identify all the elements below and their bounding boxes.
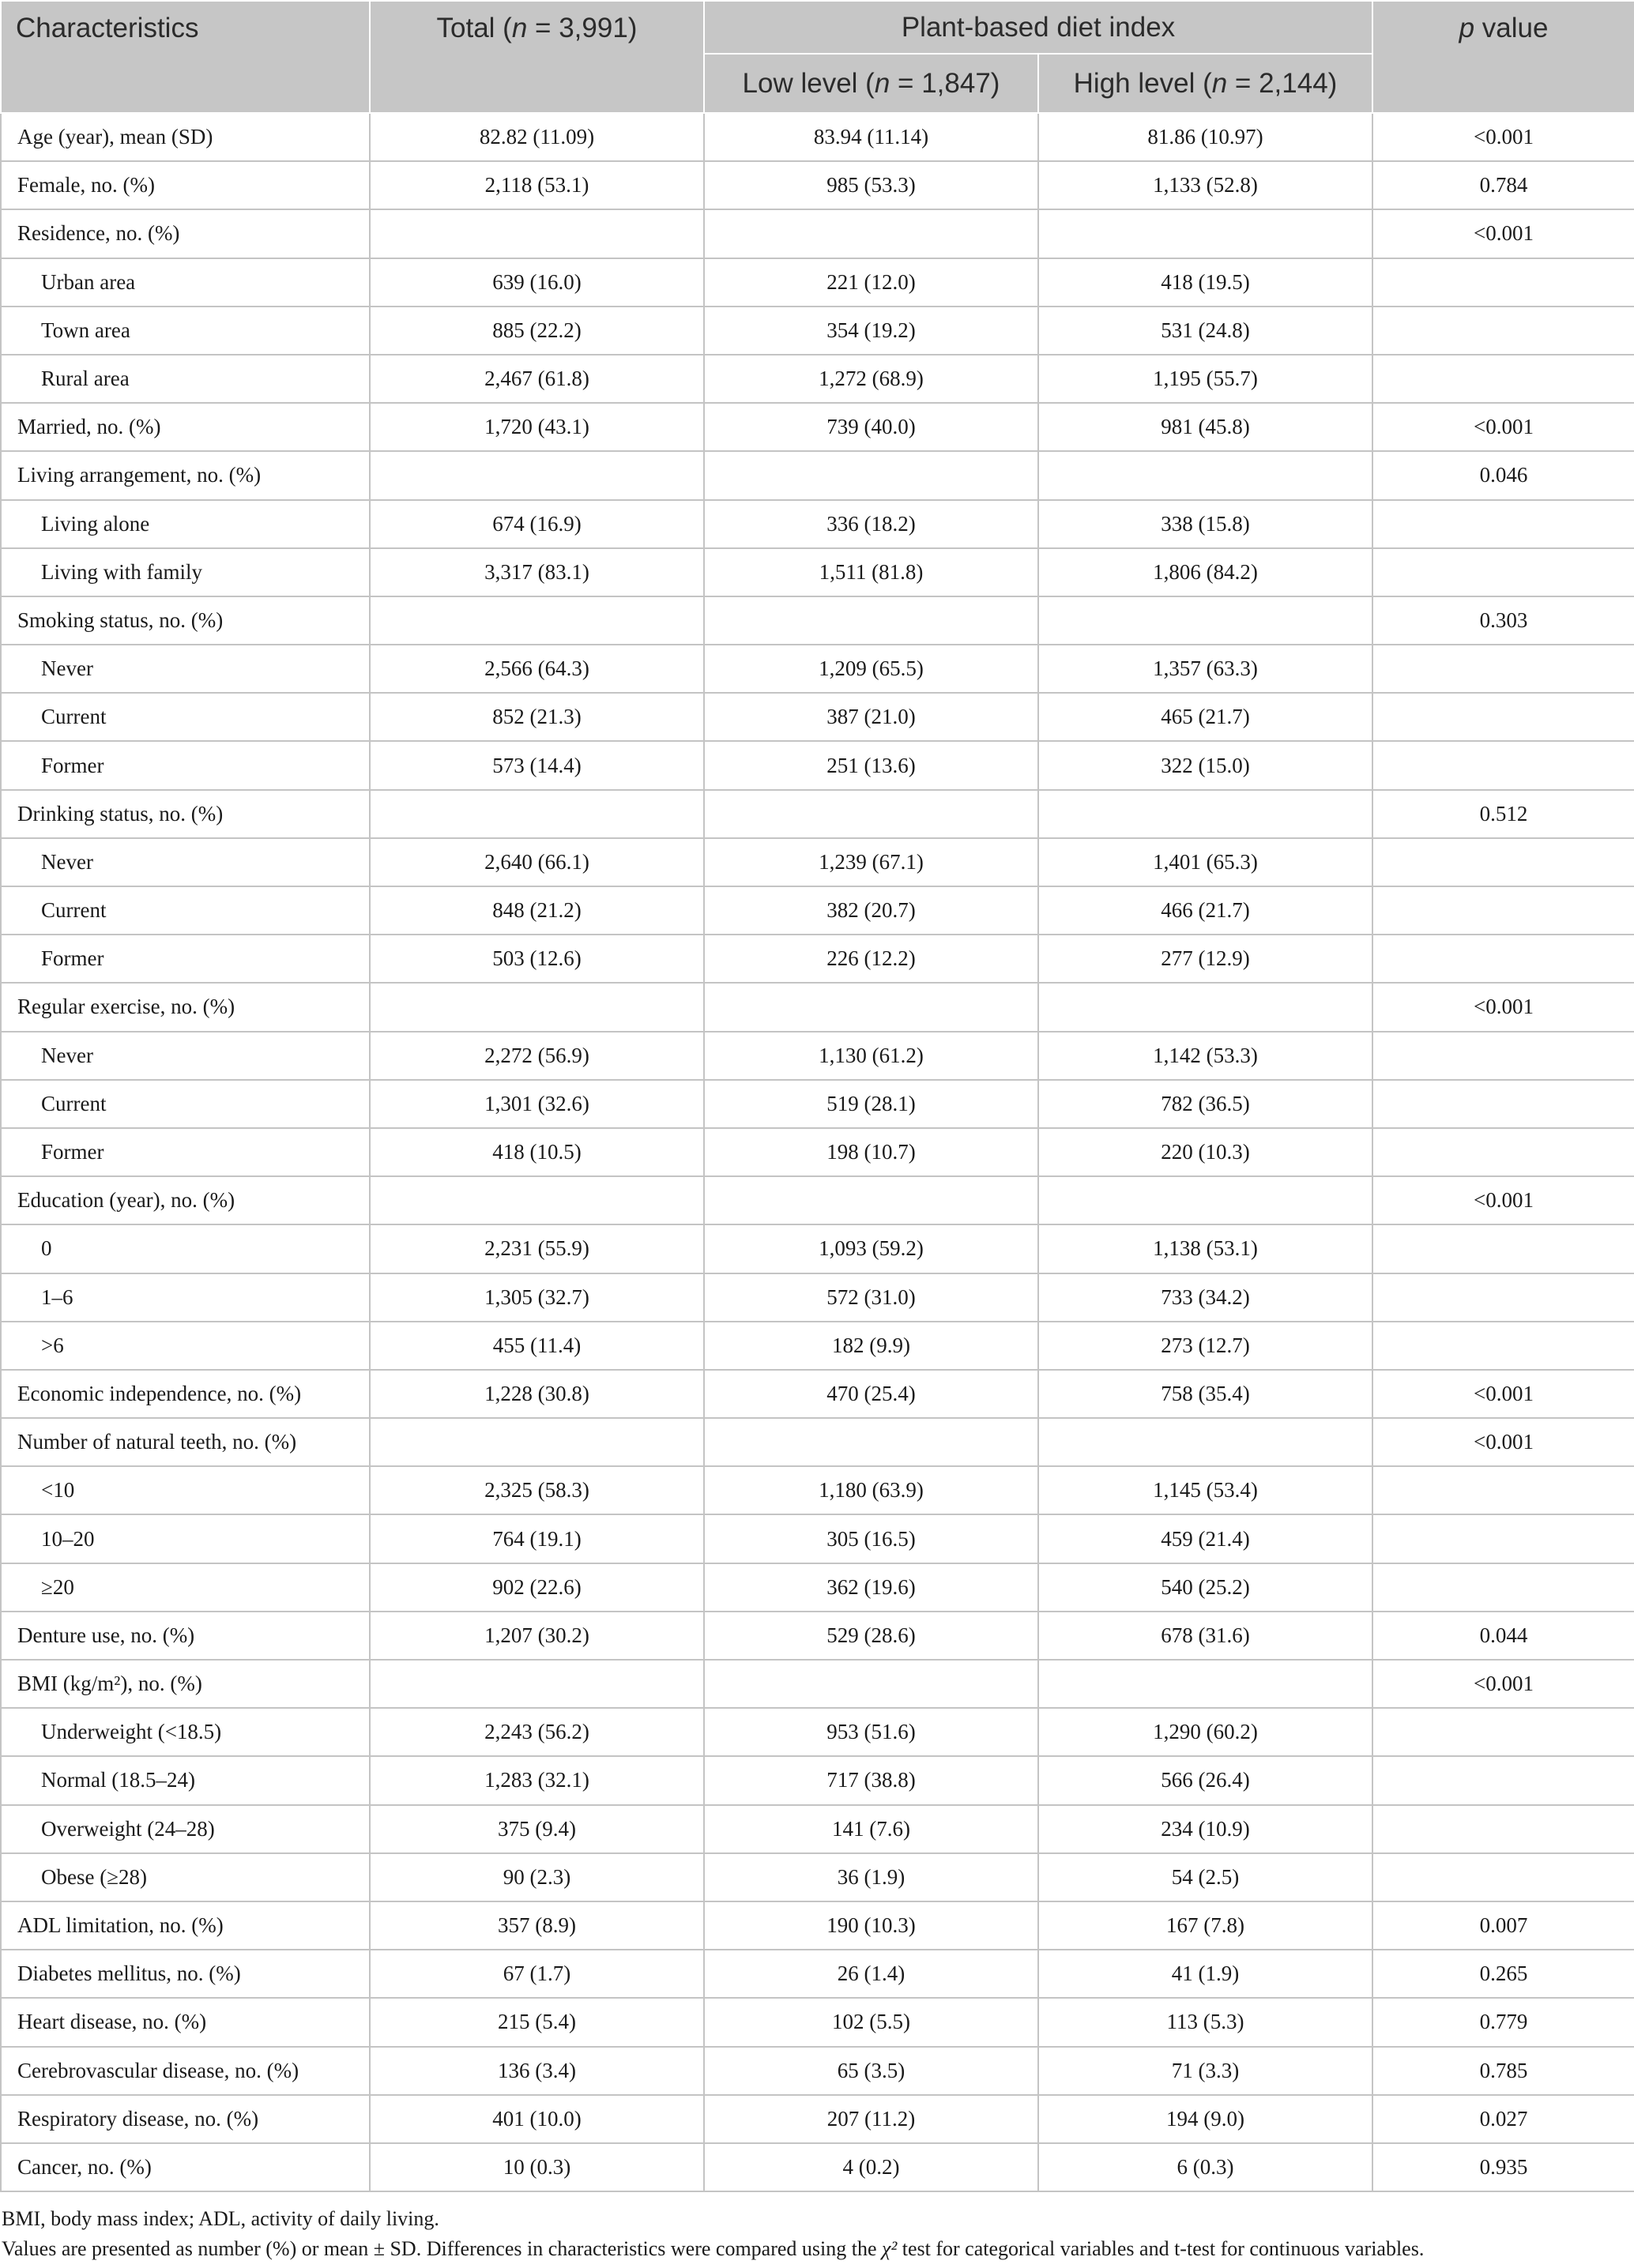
cell-low-level: 4 (0.2) — [704, 2143, 1038, 2191]
footnote-methods-prefix: Values are presented as number (%) or mean ± SD. Differences in characteristics were compared using the — [2, 2237, 883, 2260]
cell-total: 1,207 (30.2) — [370, 1612, 704, 1660]
header-high-suffix: = 2,144) — [1227, 67, 1338, 99]
cell-p-value — [1372, 1563, 1634, 1612]
cell-high-level: 1,290 (60.2) — [1038, 1708, 1372, 1756]
table-row — [1, 1756, 1634, 1804]
cell-p-value — [1372, 1032, 1634, 1080]
cell-total: 82.82 (11.09) — [370, 113, 704, 161]
cell-characteristic: Education (year), no. (%) — [1, 1176, 370, 1224]
header-p-letter: p — [1459, 13, 1475, 43]
cell-total: 357 (8.9) — [370, 1901, 704, 1950]
footnote-methods-suffix: test for categorical variables and t-test for continuous variables. — [897, 2237, 1425, 2260]
table-row — [1, 2143, 1634, 2191]
cell-characteristic: Obese (≥28) — [1, 1853, 370, 1901]
cell-total: 418 (10.5) — [370, 1128, 704, 1176]
cell-low-level: 1,209 (65.5) — [704, 645, 1038, 693]
table-row — [1, 1080, 1634, 1128]
cell-low-level: 387 (21.0) — [704, 693, 1038, 741]
cell-p-value: 0.044 — [1372, 1612, 1634, 1660]
cell-p-value — [1372, 307, 1634, 355]
cell-p-value: 0.784 — [1372, 161, 1634, 209]
cell-p-value — [1372, 693, 1634, 741]
table-row — [1, 1708, 1634, 1756]
table-row — [1, 1805, 1634, 1853]
cell-p-value: <0.001 — [1372, 1660, 1634, 1708]
cell-low-level: 251 (13.6) — [704, 741, 1038, 789]
cell-characteristic: Current — [1, 886, 370, 935]
cell-low-level: 221 (12.0) — [704, 258, 1038, 307]
cell-low-level: 182 (9.9) — [704, 1322, 1038, 1370]
cell-characteristic: Urban area — [1, 258, 370, 307]
cell-low-level: 336 (18.2) — [704, 500, 1038, 548]
cell-high-level: 782 (36.5) — [1038, 1080, 1372, 1128]
cell-total: 573 (14.4) — [370, 741, 704, 789]
cell-high-level: 277 (12.9) — [1038, 935, 1372, 983]
table-row — [1, 693, 1634, 741]
cell-characteristic: Current — [1, 1080, 370, 1128]
cell-total: 375 (9.4) — [370, 1805, 704, 1853]
cell-characteristic: Normal (18.5–24) — [1, 1756, 370, 1804]
cell-high-level: 566 (26.4) — [1038, 1756, 1372, 1804]
header-total-n: n — [511, 13, 528, 43]
cell-characteristic: Economic independence, no. (%) — [1, 1370, 370, 1418]
header-low-level — [704, 54, 1038, 113]
table-row — [1, 1370, 1634, 1418]
header-low-prefix: Low level ( — [742, 67, 875, 99]
cell-total — [370, 1418, 704, 1466]
cell-total: 902 (22.6) — [370, 1563, 704, 1612]
cell-characteristic: Overweight (24–28) — [1, 1805, 370, 1853]
cell-total — [370, 596, 704, 645]
cell-characteristic: BMI (kg/m²), no. (%) — [1, 1660, 370, 1708]
cell-characteristic: Living arrangement, no. (%) — [1, 451, 370, 499]
cell-high-level: 418 (19.5) — [1038, 258, 1372, 307]
table-row — [1, 1224, 1634, 1273]
cell-p-value — [1372, 1466, 1634, 1514]
cell-p-value: 0.785 — [1372, 2047, 1634, 2095]
cell-low-level: 739 (40.0) — [704, 403, 1038, 451]
cell-high-level: 41 (1.9) — [1038, 1950, 1372, 1998]
cell-low-level: 717 (38.8) — [704, 1756, 1038, 1804]
cell-total — [370, 983, 704, 1031]
header-p-value — [1372, 1, 1634, 113]
cell-characteristic: Underweight (<18.5) — [1, 1708, 370, 1756]
cell-total: 215 (5.4) — [370, 1998, 704, 2046]
cell-characteristic: Respiratory disease, no. (%) — [1, 2095, 370, 2143]
cell-p-value — [1372, 1805, 1634, 1853]
cell-high-level: 531 (24.8) — [1038, 307, 1372, 355]
header-total-suffix: = 3,991) — [527, 13, 638, 43]
header-high-prefix: High level ( — [1073, 67, 1212, 99]
cell-high-level: 1,357 (63.3) — [1038, 645, 1372, 693]
table-row — [1, 1612, 1634, 1660]
table-row — [1, 1418, 1634, 1466]
cell-characteristic: Married, no. (%) — [1, 403, 370, 451]
cell-p-value — [1372, 548, 1634, 596]
cell-high-level: 54 (2.5) — [1038, 1853, 1372, 1901]
cell-p-value: <0.001 — [1372, 403, 1634, 451]
cell-total — [370, 451, 704, 499]
header-characteristics: Characteristics — [1, 1, 370, 113]
cell-low-level: 83.94 (11.14) — [704, 113, 1038, 161]
cell-low-level — [704, 983, 1038, 1031]
cell-p-value — [1372, 258, 1634, 307]
cell-p-value — [1372, 1273, 1634, 1322]
cell-high-level: 540 (25.2) — [1038, 1563, 1372, 1612]
table-body — [1, 113, 1634, 2191]
table-header — [1, 1, 1634, 113]
cell-characteristic: Never — [1, 1032, 370, 1080]
cell-p-value: <0.001 — [1372, 1176, 1634, 1224]
table-row — [1, 790, 1634, 838]
cell-total: 2,231 (55.9) — [370, 1224, 704, 1273]
cell-total: 2,640 (66.1) — [370, 838, 704, 886]
cell-low-level — [704, 209, 1038, 258]
table-row — [1, 548, 1634, 596]
cell-low-level: 226 (12.2) — [704, 935, 1038, 983]
cell-high-level — [1038, 596, 1372, 645]
cell-total: 639 (16.0) — [370, 258, 704, 307]
cell-characteristic: Smoking status, no. (%) — [1, 596, 370, 645]
cell-low-level: 198 (10.7) — [704, 1128, 1038, 1176]
cell-characteristic: ADL limitation, no. (%) — [1, 1901, 370, 1950]
cell-p-value — [1372, 1128, 1634, 1176]
cell-p-value — [1372, 1853, 1634, 1901]
cell-characteristic: Never — [1, 645, 370, 693]
cell-low-level: 26 (1.4) — [704, 1950, 1038, 1998]
cell-total: 3,317 (83.1) — [370, 548, 704, 596]
cell-total: 1,301 (32.6) — [370, 1080, 704, 1128]
cell-characteristic: Town area — [1, 307, 370, 355]
cell-p-value — [1372, 838, 1634, 886]
table-row — [1, 355, 1634, 403]
cell-high-level: 981 (45.8) — [1038, 403, 1372, 451]
cell-characteristic: 0 — [1, 1224, 370, 1273]
cell-characteristic: 10–20 — [1, 1514, 370, 1563]
footnote-chi-square: χ² — [882, 2237, 898, 2260]
header-low-suffix: = 1,847) — [890, 67, 1000, 99]
cell-high-level: 113 (5.3) — [1038, 1998, 1372, 2046]
cell-p-value — [1372, 1756, 1634, 1804]
cell-high-level: 220 (10.3) — [1038, 1128, 1372, 1176]
cell-low-level: 362 (19.6) — [704, 1563, 1038, 1612]
cell-total: 1,228 (30.8) — [370, 1370, 704, 1418]
cell-high-level — [1038, 1660, 1372, 1708]
table-row — [1, 307, 1634, 355]
cell-total: 764 (19.1) — [370, 1514, 704, 1563]
cell-characteristic: Denture use, no. (%) — [1, 1612, 370, 1660]
cell-high-level: 167 (7.8) — [1038, 1901, 1372, 1950]
table-row — [1, 935, 1634, 983]
cell-high-level: 1,142 (53.3) — [1038, 1032, 1372, 1080]
cell-characteristic: >6 — [1, 1322, 370, 1370]
header-high-n: n — [1211, 67, 1228, 99]
cell-p-value — [1372, 1224, 1634, 1273]
cell-low-level: 190 (10.3) — [704, 1901, 1038, 1950]
cell-low-level: 305 (16.5) — [704, 1514, 1038, 1563]
cell-high-level: 1,133 (52.8) — [1038, 161, 1372, 209]
table-row — [1, 161, 1634, 209]
table-row — [1, 1176, 1634, 1224]
cell-p-value: 0.303 — [1372, 596, 1634, 645]
cell-high-level: 733 (34.2) — [1038, 1273, 1372, 1322]
cell-characteristic: Drinking status, no. (%) — [1, 790, 370, 838]
cell-p-value — [1372, 1514, 1634, 1563]
cell-p-value — [1372, 935, 1634, 983]
cell-high-level: 459 (21.4) — [1038, 1514, 1372, 1563]
cell-p-value: 0.935 — [1372, 2143, 1634, 2191]
cell-high-level — [1038, 451, 1372, 499]
cell-high-level: 758 (35.4) — [1038, 1370, 1372, 1418]
cell-total: 10 (0.3) — [370, 2143, 704, 2191]
cell-low-level: 65 (3.5) — [704, 2047, 1038, 2095]
cell-low-level: 141 (7.6) — [704, 1805, 1038, 1853]
cell-low-level: 354 (19.2) — [704, 307, 1038, 355]
cell-total — [370, 1176, 704, 1224]
cell-total: 401 (10.0) — [370, 2095, 704, 2143]
cell-high-level: 81.86 (10.97) — [1038, 113, 1372, 161]
table-row — [1, 886, 1634, 935]
cell-high-level: 338 (15.8) — [1038, 500, 1372, 548]
cell-p-value: <0.001 — [1372, 1370, 1634, 1418]
cell-high-level — [1038, 209, 1372, 258]
cell-characteristic: Heart disease, no. (%) — [1, 1998, 370, 2046]
table-row — [1, 1514, 1634, 1563]
table-row — [1, 2095, 1634, 2143]
cell-low-level: 207 (11.2) — [704, 2095, 1038, 2143]
cell-total: 2,325 (58.3) — [370, 1466, 704, 1514]
cell-low-level: 1,180 (63.9) — [704, 1466, 1038, 1514]
cell-high-level: 234 (10.9) — [1038, 1805, 1372, 1853]
cell-high-level: 1,195 (55.7) — [1038, 355, 1372, 403]
cell-p-value: 0.265 — [1372, 1950, 1634, 1998]
cell-high-level: 71 (3.3) — [1038, 2047, 1372, 2095]
cell-p-value — [1372, 645, 1634, 693]
table-row — [1, 2047, 1634, 2095]
table-row — [1, 258, 1634, 307]
cell-high-level: 273 (12.7) — [1038, 1322, 1372, 1370]
cell-total: 2,272 (56.9) — [370, 1032, 704, 1080]
cell-high-level: 1,145 (53.4) — [1038, 1466, 1372, 1514]
footnote-methods — [0, 2234, 1634, 2264]
table-footnotes — [0, 2204, 1634, 2264]
cell-high-level: 194 (9.0) — [1038, 2095, 1372, 2143]
cell-low-level: 529 (28.6) — [704, 1612, 1038, 1660]
table-row — [1, 1563, 1634, 1612]
cell-total: 2,118 (53.1) — [370, 161, 704, 209]
cell-p-value — [1372, 1080, 1634, 1128]
cell-high-level: 465 (21.7) — [1038, 693, 1372, 741]
table-row — [1, 113, 1634, 161]
cell-total: 848 (21.2) — [370, 886, 704, 935]
cell-low-level: 470 (25.4) — [704, 1370, 1038, 1418]
cell-p-value — [1372, 886, 1634, 935]
cell-p-value — [1372, 355, 1634, 403]
table-row — [1, 645, 1634, 693]
cell-total: 455 (11.4) — [370, 1322, 704, 1370]
cell-characteristic: Never — [1, 838, 370, 886]
cell-p-value: <0.001 — [1372, 113, 1634, 161]
cell-characteristic: ≥20 — [1, 1563, 370, 1612]
cell-p-value: 0.046 — [1372, 451, 1634, 499]
cell-low-level — [704, 596, 1038, 645]
header-total — [370, 1, 704, 113]
cell-low-level: 102 (5.5) — [704, 1998, 1038, 2046]
table-row — [1, 838, 1634, 886]
header-low-n: n — [874, 67, 890, 99]
header-high-level — [1038, 54, 1372, 113]
cell-total: 2,243 (56.2) — [370, 1708, 704, 1756]
cell-low-level: 1,511 (81.8) — [704, 548, 1038, 596]
cell-p-value — [1372, 741, 1634, 789]
cell-low-level: 1,239 (67.1) — [704, 838, 1038, 886]
table-row — [1, 1853, 1634, 1901]
table-row — [1, 596, 1634, 645]
cell-total — [370, 1660, 704, 1708]
cell-characteristic: Former — [1, 1128, 370, 1176]
cell-total: 674 (16.9) — [370, 500, 704, 548]
cell-low-level: 953 (51.6) — [704, 1708, 1038, 1756]
cell-characteristic: Number of natural teeth, no. (%) — [1, 1418, 370, 1466]
table-row — [1, 1901, 1634, 1950]
table-row — [1, 983, 1634, 1031]
cell-low-level: 1,272 (68.9) — [704, 355, 1038, 403]
cell-high-level: 322 (15.0) — [1038, 741, 1372, 789]
cell-characteristic: Diabetes mellitus, no. (%) — [1, 1950, 370, 1998]
cell-total: 2,566 (64.3) — [370, 645, 704, 693]
cell-low-level: 382 (20.7) — [704, 886, 1038, 935]
cell-characteristic: Cancer, no. (%) — [1, 2143, 370, 2191]
cell-characteristic: Regular exercise, no. (%) — [1, 983, 370, 1031]
cell-low-level: 985 (53.3) — [704, 161, 1038, 209]
cell-total — [370, 209, 704, 258]
cell-p-value — [1372, 1322, 1634, 1370]
cell-low-level: 1,130 (61.2) — [704, 1032, 1038, 1080]
cell-characteristic: Former — [1, 935, 370, 983]
table-row — [1, 1322, 1634, 1370]
cell-characteristic: Residence, no. (%) — [1, 209, 370, 258]
cell-total: 1,720 (43.1) — [370, 403, 704, 451]
cell-low-level — [704, 790, 1038, 838]
cell-characteristic: Age (year), mean (SD) — [1, 113, 370, 161]
table-row — [1, 1998, 1634, 2046]
table-row — [1, 1660, 1634, 1708]
cell-p-value: 0.779 — [1372, 1998, 1634, 2046]
table-row — [1, 1273, 1634, 1322]
header-p-suffix: value — [1474, 13, 1549, 43]
cell-total: 852 (21.3) — [370, 693, 704, 741]
cell-p-value: 0.512 — [1372, 790, 1634, 838]
cell-p-value — [1372, 500, 1634, 548]
cell-characteristic: Cerebrovascular disease, no. (%) — [1, 2047, 370, 2095]
cell-low-level: 572 (31.0) — [704, 1273, 1038, 1322]
cell-low-level — [704, 1418, 1038, 1466]
cell-characteristic: 1–6 — [1, 1273, 370, 1322]
cell-total: 1,283 (32.1) — [370, 1756, 704, 1804]
cell-low-level: 1,093 (59.2) — [704, 1224, 1038, 1273]
cell-characteristic: Living alone — [1, 500, 370, 548]
cell-characteristic: Former — [1, 741, 370, 789]
cell-high-level: 678 (31.6) — [1038, 1612, 1372, 1660]
cell-characteristic: <10 — [1, 1466, 370, 1514]
cell-p-value: <0.001 — [1372, 209, 1634, 258]
table-row — [1, 209, 1634, 258]
table-row — [1, 1466, 1634, 1514]
cell-characteristic: Rural area — [1, 355, 370, 403]
cell-high-level — [1038, 1418, 1372, 1466]
cell-total — [370, 790, 704, 838]
cell-total: 136 (3.4) — [370, 2047, 704, 2095]
cell-high-level: 1,138 (53.1) — [1038, 1224, 1372, 1273]
cell-p-value — [1372, 1708, 1634, 1756]
header-total-prefix: Total ( — [436, 13, 512, 43]
cell-high-level: 6 (0.3) — [1038, 2143, 1372, 2191]
cell-low-level — [704, 1176, 1038, 1224]
table-row — [1, 403, 1634, 451]
header-plant-based-diet-index: Plant-based diet index — [704, 1, 1372, 54]
cell-characteristic: Living with family — [1, 548, 370, 596]
cell-total: 503 (12.6) — [370, 935, 704, 983]
cell-high-level: 466 (21.7) — [1038, 886, 1372, 935]
footnote-abbreviations: BMI, body mass index; ADL, activity of daily living. — [2, 2207, 439, 2230]
cell-characteristic: Current — [1, 693, 370, 741]
cell-total: 2,467 (61.8) — [370, 355, 704, 403]
cell-total: 885 (22.2) — [370, 307, 704, 355]
cell-p-value: 0.027 — [1372, 2095, 1634, 2143]
cell-high-level — [1038, 1176, 1372, 1224]
cell-total: 1,305 (32.7) — [370, 1273, 704, 1322]
cell-p-value: <0.001 — [1372, 983, 1634, 1031]
cell-low-level — [704, 451, 1038, 499]
cell-low-level: 519 (28.1) — [704, 1080, 1038, 1128]
cell-high-level — [1038, 983, 1372, 1031]
cell-p-value: 0.007 — [1372, 1901, 1634, 1950]
table-row — [1, 451, 1634, 499]
cell-low-level: 36 (1.9) — [704, 1853, 1038, 1901]
cell-high-level — [1038, 790, 1372, 838]
cell-characteristic: Female, no. (%) — [1, 161, 370, 209]
table-row — [1, 1032, 1634, 1080]
cell-total: 90 (2.3) — [370, 1853, 704, 1901]
cell-low-level — [704, 1660, 1038, 1708]
table-row — [1, 500, 1634, 548]
table-row — [1, 1950, 1634, 1998]
cell-high-level: 1,401 (65.3) — [1038, 838, 1372, 886]
cell-p-value: <0.001 — [1372, 1418, 1634, 1466]
table-row — [1, 1128, 1634, 1176]
cell-total: 67 (1.7) — [370, 1950, 704, 1998]
table-row — [1, 741, 1634, 789]
cell-high-level: 1,806 (84.2) — [1038, 548, 1372, 596]
